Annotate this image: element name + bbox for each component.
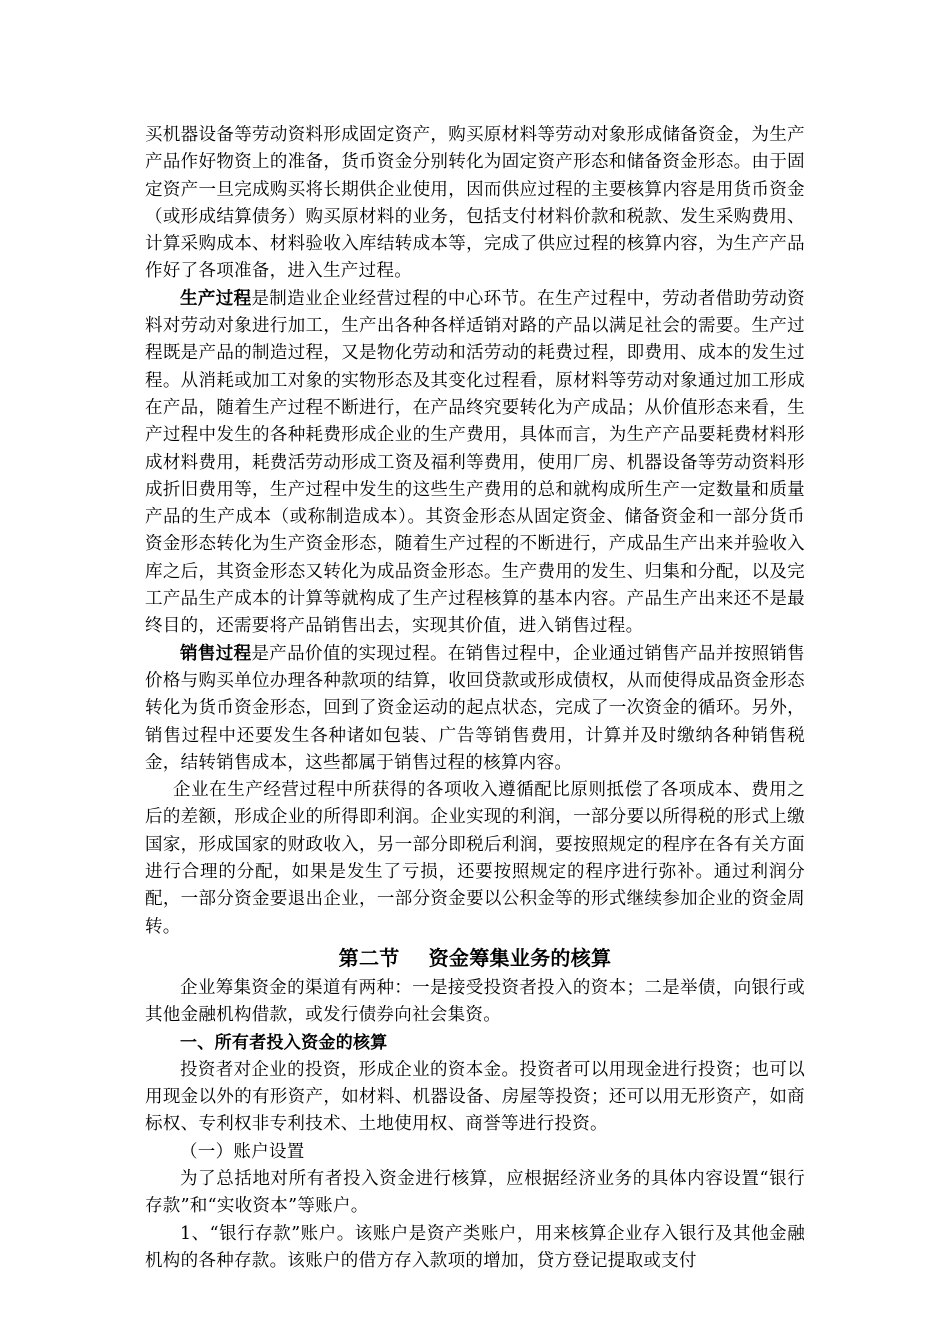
paragraph-investment-forms: 投资者对企业的投资，形成企业的资本金。投资者可以用现金进行投资；也可以用现金以外的有形资产，如材料、机器设备、房屋等投资；还可以用无形资产，如商标权、专利权非专利技术、土地使用权、商誉等进行投资。 [145, 1059, 805, 1135]
term-production-process: 生产过程 [180, 288, 252, 309]
subheading-owner-investment: 一、所有者投入资金的核算 [180, 1032, 388, 1053]
paragraph-supply-process: 买机器设备等劳动资料形成固定资产，购买原材料等劳动对象形成储备资金，为生产产品作好物资上的准备，货币资金分别转化为固定资产形态和储备资金形态。由于固定资产一旦完成购买将长期供企业使用，因而供应过程的主要核算内容是用货币资金（或形成结算债务）购买原材料的业务，包括支付材料价款和税款、发生采购费用、计算采购成本、材料验收入库结转成本等，完成了供应过程的核算内容，为生产产品作好了各项准备，进入生产过程。 [145, 125, 805, 282]
subheading-account-setup: （一）账户设置 [180, 1141, 305, 1162]
section-title: 第二节 资金筹集业务的核算 [338, 945, 612, 970]
paragraph-fund-channels: 企业筹集资金的渠道有两种：一是接受投资者投入的资本；二是举债，向银行或其他金融机构借款，或发行债券向社会集资。 [145, 977, 805, 1026]
term-sales-process: 销售过程 [180, 643, 252, 664]
paragraph-sales-process [145, 641, 805, 777]
paragraph-profit: 企业在生产经营过程中所获得的各项收入遵循配比原则抵偿了各项成本、费用之后的差额，形成企业的所得即利润。企业实现的利润，一部分要以所得税的形式上缴国家，形成国家的财政收入，另一部分即税后利润，要按照规定的程序在各有关方面进行合理的分配，如果是发生了亏损，还要按照规定的程序进行弥补。通过利润分配，一部分资金要退出企业，一部分资金要以公积金等的形式继续参加企业的资金周转。 [145, 780, 805, 937]
production-process-text: 是制造业企业经营过程的中心环节。在生产过程中，劳动者借助劳动资料对劳动对象进行加工，生产出各种各样适销对路的产品以满足社会的需要。生产过程既是产品的制造过程，又是物化劳动和活劳动的耗费过程，即费用、成本的发生过程。从消耗或加工对象的实物形态及其变化过程看，原材料等劳动对象通过加工形成在产品，随着生产过程不断进行，在产品终究要转化为产成品；从价值形态来看，生产过程中发生的各种耗费形成企业的生产费用，具体而言，为生产产品要耗费材料形成材料费用，耗费活劳动形成工资及福利等费用，使用厂房、机器设备等劳动资料形成折旧费用等，生产过程中发生的这些生产费用的总和就构成所生产一定数量和质量产品的生产成本（或称制造成本）。其资金形态从固定资金、储备资金和一部分货币资金形态转化为生产资金形态，随着生产过程的不断进行，产成品生产出来并验收入库之后，其资金形态又转化为成品资金形态。生产费用的发生、归集和分配，以及完工产品生产成本的计算等就构成了生产过程核算的基本内容。产品生产出来还不是最终目的，还需要将产品销售出去，实现其价值，进入销售过程。 [145, 288, 805, 637]
sales-process-text: 是产品价值的实现过程。在销售过程中，企业通过销售产品并按照销售价格与购买单位办理各种款项的结算，收回贷款或形成债权，从而使得成品资金形态转化为货币资金形态，回到了资金运动的起点状态，完成了一次资金的循环。另外，销售过程中还要发生各种诸如包装、广告等销售费用，计算并及时缴纳各种销售税金，结转销售成本，这些都属于销售过程的核算内容。 [145, 643, 805, 773]
paragraph-production-process [145, 286, 805, 641]
paragraph-bank-deposit: 1、“银行存款”账户。该账户是资产类账户，用来核算企业存入银行及其他金融机构的各种存款。该账户的借方存入款项的增加，贷方登记提取或支付 [145, 1223, 805, 1271]
paragraph-account-setup: 为了总括地对所有者投入资金进行核算，应根据经济业务的具体内容设置“银行存款”和“实收资本”等账户。 [145, 1168, 805, 1217]
body-text [145, 122, 805, 1275]
